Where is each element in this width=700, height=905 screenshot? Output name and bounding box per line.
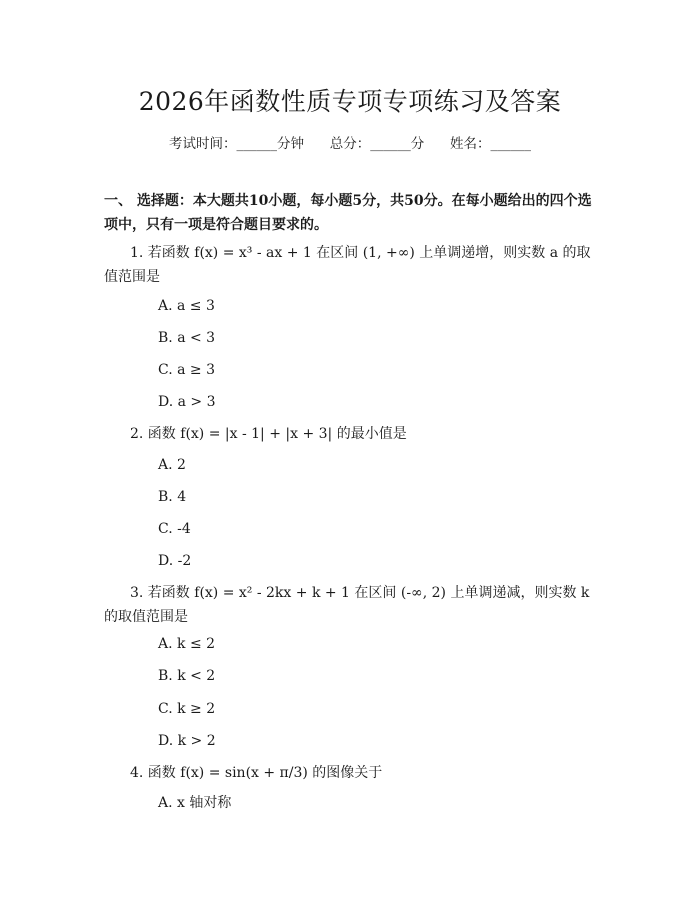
option-1c: C. a ≥ 3	[158, 362, 215, 378]
option-1d: D. a > 3	[158, 394, 216, 410]
question-1	[104, 241, 600, 289]
option-1b: B. a < 3	[158, 330, 216, 346]
option-2c: C. -4	[158, 521, 191, 537]
option-4a: A. x 轴对称	[158, 795, 232, 811]
question-2	[104, 422, 600, 446]
document-title: 2026年函数性质专项专项练习及答案	[138, 87, 562, 116]
option-1a: A. a ≤ 3	[158, 298, 215, 314]
exam-info-line: 考试时间：______分钟 总分：______分 姓名：______	[169, 136, 531, 152]
option-3c: C. k ≥ 2	[158, 701, 216, 717]
option-2b: B. 4	[158, 489, 187, 505]
question-text: 2. 函数 f(x) = |x - 1| + |x + 3| 的最小值是	[130, 426, 407, 442]
option-3b: B. k < 2	[158, 668, 216, 684]
section-heading: 一、 选择题：本大题共10小题，每小题5分，共50分。在每小题给出的四个选项中，只有一项是符合题目要求的。	[104, 193, 592, 233]
option-3d: D. k > 2	[158, 733, 216, 749]
question-3	[104, 581, 600, 629]
question-text: 1. 若函数 f(x) = x³ - ax + 1 在区间 (1, +∞) 上单调递增，则实数 a 的取值范围是	[104, 245, 591, 285]
option-2a: A. 2	[158, 457, 186, 473]
question-4	[104, 761, 600, 785]
question-text: 3. 若函数 f(x) = x² - 2kx + k + 1 在区间 (-∞, 2) 上单调递减，则实数 k 的取值范围是	[104, 585, 590, 625]
option-3a: A. k ≤ 2	[158, 636, 216, 652]
question-text: 4. 函数 f(x) = sin(x + π/3) 的图像关于	[130, 765, 383, 781]
option-2d: D. -2	[158, 553, 192, 569]
